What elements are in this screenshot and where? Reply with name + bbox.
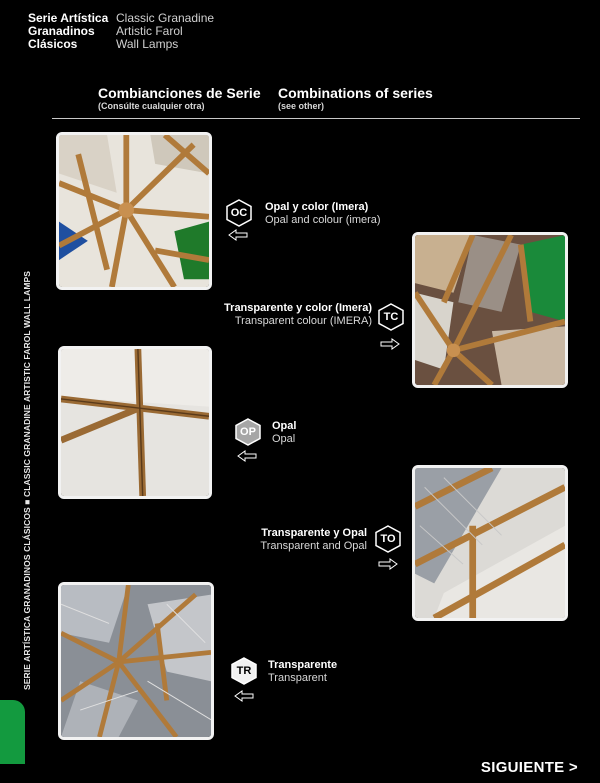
series-header [28, 12, 214, 51]
code-tc: TC [383, 311, 399, 323]
label-tc-es: Transparente y color (Imera) [224, 302, 372, 314]
photo-opal [58, 346, 212, 499]
label-oc [265, 201, 381, 227]
side-vertical-text: SERIE ARTÍSTICA GRANADINOS CLÁSICOS ■ CLASSIC GRANADINE ARTISTIC FAROL WALL LAMPS [22, 270, 32, 690]
header-en: Classic Granadine [116, 11, 215, 25]
header-es: Granadinos [28, 24, 95, 38]
code-hex-op [235, 418, 261, 446]
label-op-en: Opal [272, 433, 296, 445]
header-en: Artistic Farol [116, 24, 183, 38]
photo-transparent [58, 582, 214, 740]
label-to [212, 527, 367, 553]
label-op [272, 420, 296, 446]
header-row [28, 38, 214, 51]
label-tr [268, 659, 337, 685]
code-hex-tr [231, 657, 257, 685]
label-oc-es: Opal y color (Imera) [265, 201, 369, 213]
code-hex-oc [226, 199, 252, 227]
arrow-right-icon [378, 558, 398, 570]
section-title-es [98, 85, 261, 111]
green-side-tab[interactable] [0, 700, 25, 764]
section-title-en [278, 85, 433, 111]
label-to-es: Transparente y Opal [261, 527, 367, 539]
section-divider [52, 118, 580, 119]
code-oc: OC [230, 207, 248, 219]
label-tr-en: Transparent [268, 672, 327, 684]
photo-transparent-color [412, 232, 568, 388]
section-title-en-sub: (see other) [278, 101, 325, 111]
code-op: OP [240, 426, 256, 438]
label-tc-en: Transparent colour (IMERA) [234, 315, 372, 327]
label-op-es: Opal [272, 420, 297, 432]
arrow-left-icon [228, 229, 248, 241]
header-en: Wall Lamps [116, 37, 179, 51]
code-hex-tc [378, 303, 404, 331]
arrow-left-icon [237, 450, 257, 462]
photo-transparent-opal [412, 465, 568, 621]
section-title-en-main: Combinations of series [278, 85, 433, 101]
section-title-es-sub: (Consúlte cualquier otra) [98, 101, 205, 111]
code-hex-to [375, 525, 401, 553]
label-tr-es: Transparente [268, 659, 338, 671]
section-title-es-main: Combianciones de Serie [98, 85, 261, 101]
label-oc-en: Opal and colour (imera) [265, 214, 381, 226]
next-button[interactable]: SIGUIENTE > [480, 759, 578, 776]
header-es: Clásicos [28, 37, 78, 51]
label-tc [212, 302, 372, 328]
code-to: TO [380, 533, 396, 545]
code-tr: TR [236, 665, 252, 677]
photo-opal-color [56, 132, 212, 290]
label-to-en: Transparent and Opal [260, 540, 367, 552]
arrow-left-icon [234, 690, 254, 702]
arrow-right-icon [380, 338, 400, 350]
header-es: Serie Artística [28, 11, 109, 25]
